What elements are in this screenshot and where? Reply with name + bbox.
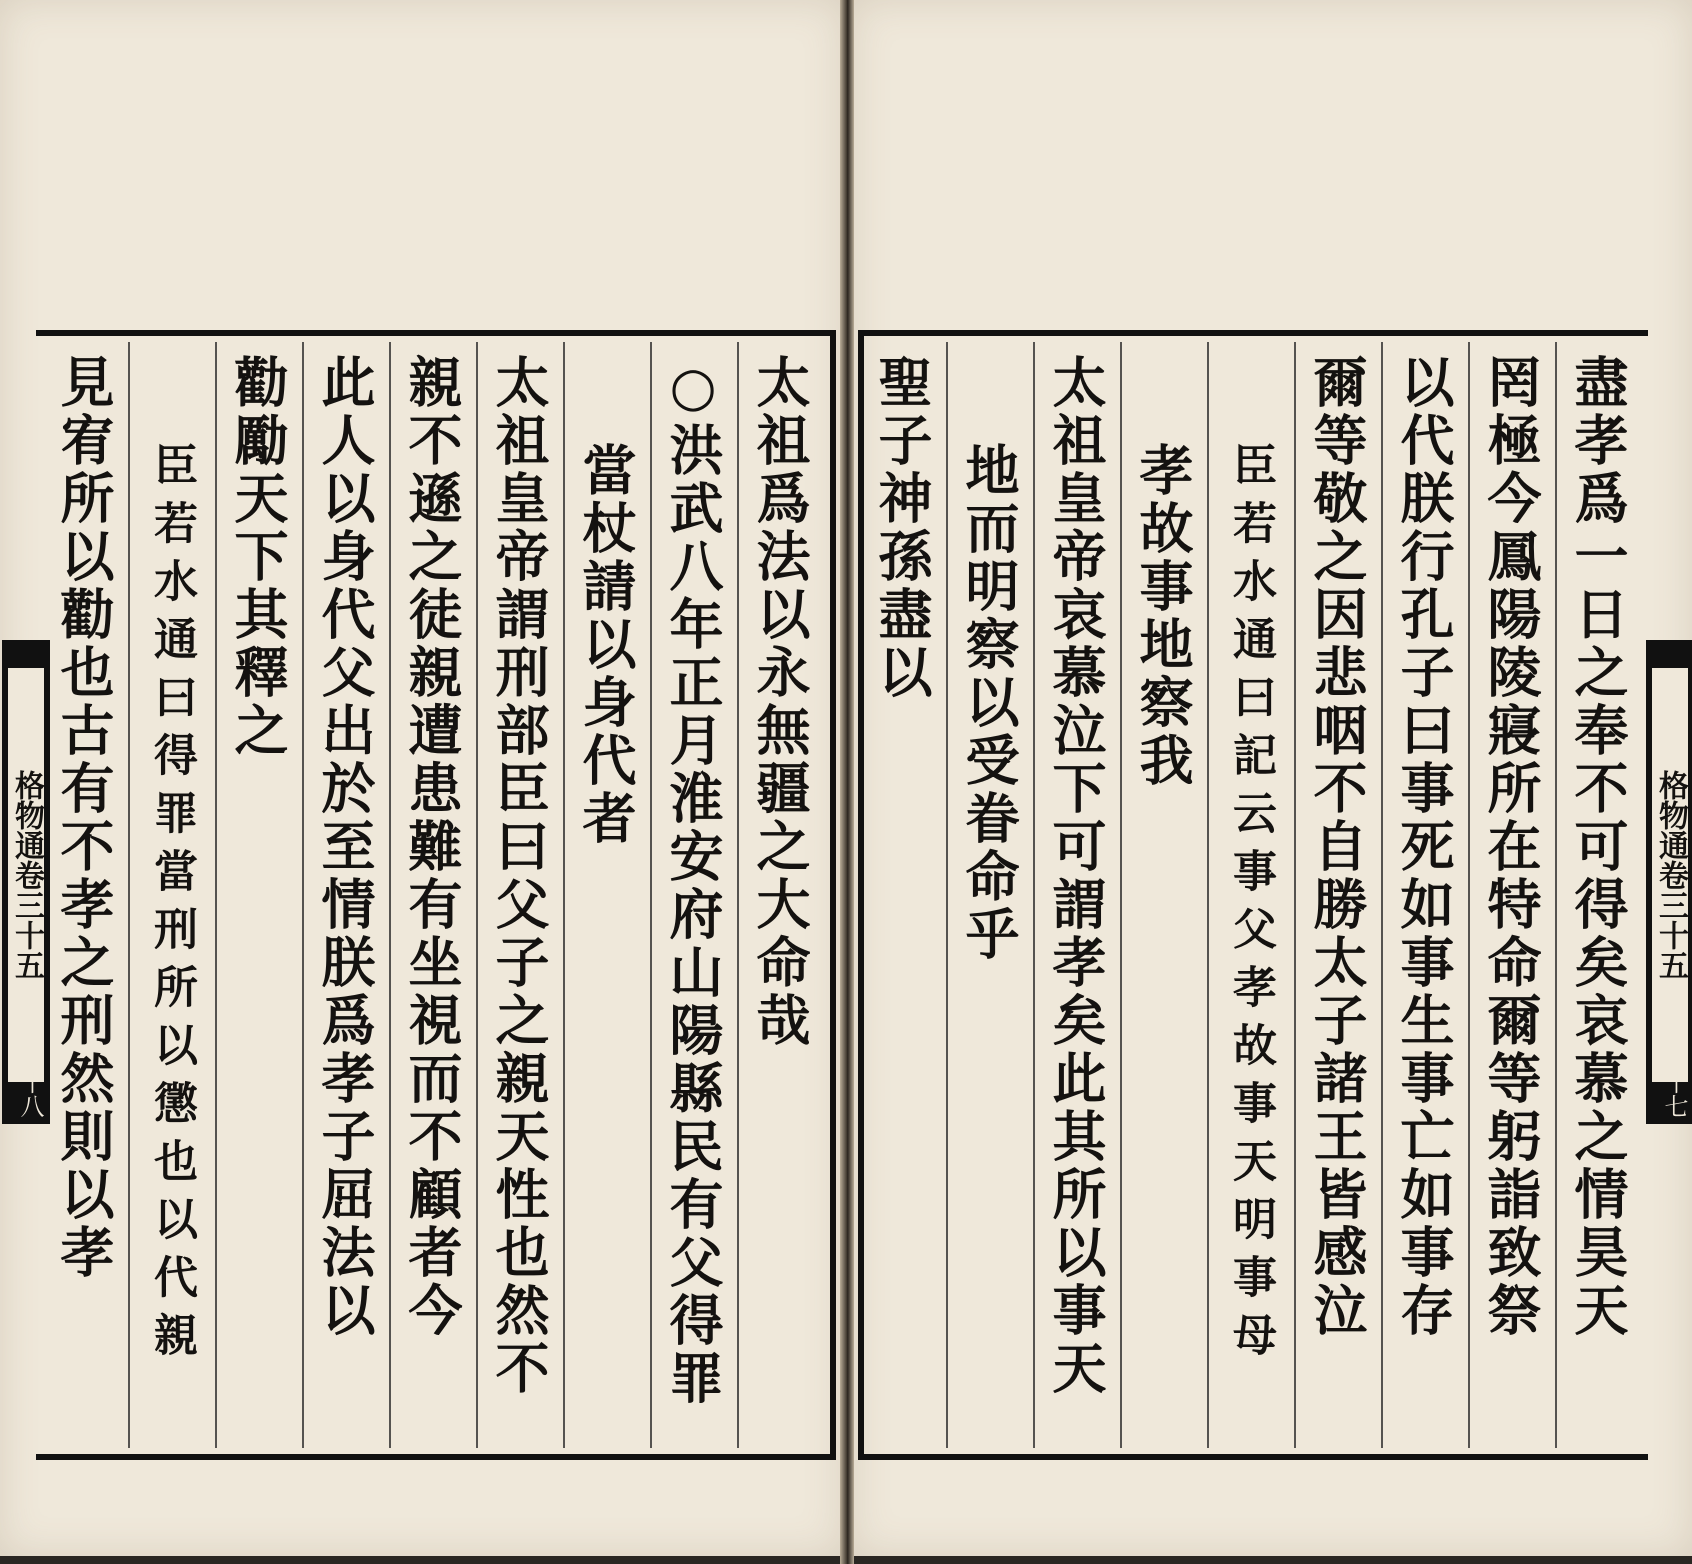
text-line: 太祖爲法以永無疆之大命哉 (748, 354, 812, 1050)
commentary-line: 臣若水通曰記云事父孝故事天明事母 (1225, 442, 1276, 1370)
column-rule (1207, 342, 1209, 1448)
right-strip-title: 格物通卷三十五 (1652, 668, 1688, 1082)
text-line: 親不遜之徒親遭患難有坐視而不顧者今 (400, 354, 464, 1340)
text-column (1555, 336, 1642, 1454)
text-column (1120, 336, 1207, 1454)
text-line: 當杖請以身代者 (574, 442, 638, 848)
text-line: 地而明察以受眷命乎 (957, 442, 1021, 964)
text-line: 太祖皇帝謂刑部臣曰父子之親天性也然不 (487, 354, 551, 1398)
column-rule (215, 342, 217, 1448)
right-text-frame (858, 330, 1648, 1460)
column-rule (946, 342, 948, 1448)
column-rule (476, 342, 478, 1448)
text-column (128, 336, 215, 1454)
text-column (41, 336, 128, 1454)
column-rule (1468, 342, 1470, 1448)
text-line: 以代朕行孔子曰事死如事生事亡如事存 (1392, 354, 1456, 1340)
text-line: 爾等敬之因悲咽不自勝太子諸王皆感泣 (1305, 354, 1369, 1340)
text-line: 孝故事地察我 (1131, 442, 1195, 790)
column-rule (650, 342, 652, 1448)
column-rule (1033, 342, 1035, 1448)
text-line: 聖子神孫盡以 (870, 354, 934, 702)
text-column (650, 336, 737, 1454)
column-rule (1294, 342, 1296, 1448)
text-column (1207, 336, 1294, 1454)
text-column (476, 336, 563, 1454)
text-column (946, 336, 1033, 1454)
column-rule (302, 342, 304, 1448)
text-column (563, 336, 650, 1454)
column-rule (1120, 342, 1122, 1448)
commentary-line: 臣若水通曰得罪當刑所以懲也以代親 (146, 442, 197, 1370)
left-text-frame (36, 330, 836, 1460)
text-line: 太祖皇帝哀慕泣下可謂孝矣此其所以事天 (1044, 354, 1108, 1398)
column-rule (737, 342, 739, 1448)
text-column (1468, 336, 1555, 1454)
text-column (1033, 336, 1120, 1454)
left-margin-strip (2, 640, 50, 1124)
text-column (859, 336, 946, 1454)
column-rule (1381, 342, 1383, 1448)
text-column (215, 336, 302, 1454)
right-margin-strip (1646, 640, 1692, 1124)
text-line: 見宥所以勸也古有不孝之刑然則以孝 (52, 354, 116, 1282)
text-column (1294, 336, 1381, 1454)
text-column (389, 336, 476, 1454)
left-leaf-number: 十八 (16, 1070, 44, 1118)
left-strip-title: 格物通卷三十五 (8, 668, 44, 1082)
text-line: ○洪武八年正月淮安府山陽縣民有父得罪 (661, 354, 725, 1408)
column-rule (1555, 342, 1557, 1448)
text-line: 盡孝爲一日之奉不可得矣哀慕之情昊天 (1566, 354, 1630, 1340)
text-line: 罔極今鳳陽陵寢所在特命爾等躬詣致祭 (1479, 354, 1543, 1340)
column-rule (389, 342, 391, 1448)
text-column (1381, 336, 1468, 1454)
text-column (737, 336, 824, 1454)
text-column (302, 336, 389, 1454)
column-rule (563, 342, 565, 1448)
text-line: 此人以身代父出於至情朕爲孝子屈法以 (313, 354, 377, 1340)
right-leaf-number: 十七 (1660, 1070, 1688, 1118)
book-gutter (840, 0, 854, 1564)
column-rule (128, 342, 130, 1448)
text-line: 勸勵天下其釋之 (226, 354, 290, 760)
